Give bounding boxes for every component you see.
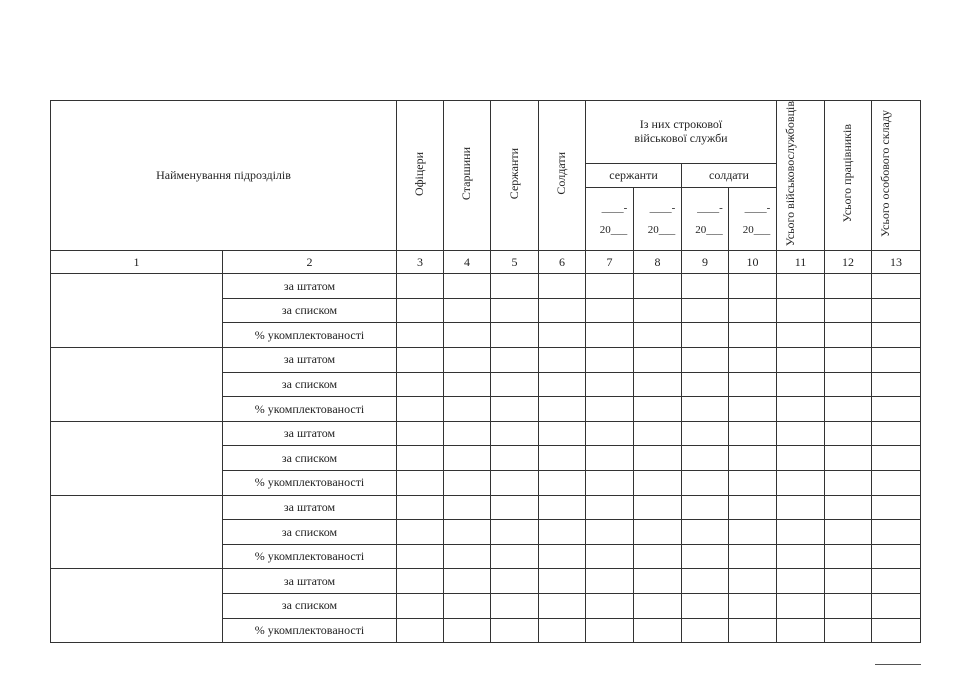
value-cell-col-6[interactable]	[539, 298, 586, 323]
value-cell-col-13[interactable]	[872, 520, 921, 545]
col-num: 5	[491, 251, 539, 274]
value-cell-col-10[interactable]	[729, 618, 777, 643]
value-cell-col-5[interactable]	[491, 520, 539, 545]
value-cell-col-5[interactable]	[491, 544, 539, 569]
value-cell-col-10[interactable]	[729, 495, 777, 520]
header-conscript-soldiers: солдати	[682, 163, 777, 187]
value-cell-col-6[interactable]	[539, 544, 586, 569]
value-cell-col-6[interactable]	[539, 372, 586, 397]
value-cell-col-6[interactable]	[539, 348, 586, 373]
value-cell-col-7[interactable]	[586, 397, 634, 422]
value-cell-col-5[interactable]	[491, 569, 539, 594]
value-cell-col-11[interactable]	[777, 397, 825, 422]
row-label-by-list: за списком	[223, 594, 397, 619]
col-num: 9	[682, 251, 729, 274]
value-cell-col-9[interactable]	[682, 348, 729, 373]
value-cell-col-9[interactable]	[682, 446, 729, 471]
value-cell-col-11[interactable]	[777, 421, 825, 446]
value-cell-col-5[interactable]	[491, 495, 539, 520]
value-cell-col-4[interactable]	[444, 594, 491, 619]
value-cell-col-9[interactable]	[682, 421, 729, 446]
value-cell-col-10[interactable]	[729, 446, 777, 471]
row-label-by-list: за списком	[223, 372, 397, 397]
value-cell-col-5[interactable]	[491, 618, 539, 643]
col-num: 4	[444, 251, 491, 274]
value-cell-col-13[interactable]	[872, 446, 921, 471]
value-cell-col-3[interactable]	[397, 544, 444, 569]
value-cell-col-12[interactable]	[825, 544, 872, 569]
value-cell-col-7[interactable]	[586, 618, 634, 643]
value-cell-col-11[interactable]	[777, 348, 825, 373]
value-cell-col-10[interactable]	[729, 520, 777, 545]
value-cell-col-3[interactable]	[397, 372, 444, 397]
row-label-by-staff: за штатом	[223, 421, 397, 446]
value-cell-col-9[interactable]	[682, 298, 729, 323]
row-label-percent: % укомплектованості	[223, 397, 397, 422]
value-cell-col-11[interactable]	[777, 446, 825, 471]
value-cell-col-7[interactable]	[586, 323, 634, 348]
value-cell-col-12[interactable]	[825, 323, 872, 348]
value-cell-col-9[interactable]	[682, 618, 729, 643]
value-cell-col-10[interactable]	[729, 348, 777, 373]
value-cell-col-4[interactable]	[444, 298, 491, 323]
table-row	[51, 274, 921, 299]
period-cell-8: ____- 20___	[634, 188, 682, 251]
value-cell-col-10[interactable]	[729, 471, 777, 496]
value-cell-col-3[interactable]	[397, 397, 444, 422]
value-cell-col-13[interactable]	[872, 372, 921, 397]
value-cell-col-4[interactable]	[444, 471, 491, 496]
value-cell-col-9[interactable]	[682, 544, 729, 569]
value-cell-col-5[interactable]	[491, 348, 539, 373]
value-cell-col-4[interactable]	[444, 323, 491, 348]
value-cell-col-7[interactable]	[586, 421, 634, 446]
value-cell-col-12[interactable]	[825, 594, 872, 619]
header-unit-name: Найменування підрозділів	[51, 101, 397, 251]
row-label-by-staff: за штатом	[223, 569, 397, 594]
value-cell-col-4[interactable]	[444, 348, 491, 373]
value-cell-col-8[interactable]	[634, 274, 682, 299]
value-cell-col-11[interactable]	[777, 520, 825, 545]
row-label-by-staff: за штатом	[223, 348, 397, 373]
value-cell-col-13[interactable]	[872, 471, 921, 496]
value-cell-col-5[interactable]	[491, 372, 539, 397]
value-cell-col-4[interactable]	[444, 495, 491, 520]
value-cell-col-7[interactable]	[586, 348, 634, 373]
header-sergeants: Сержанти	[491, 101, 539, 251]
value-cell-col-7[interactable]	[586, 298, 634, 323]
unit-name-field[interactable]	[51, 421, 223, 495]
value-cell-col-3[interactable]	[397, 323, 444, 348]
personnel-staffing-table	[50, 100, 921, 643]
value-cell-col-8[interactable]	[634, 569, 682, 594]
value-cell-col-11[interactable]	[777, 569, 825, 594]
unit-name-field[interactable]	[51, 348, 223, 422]
row-label-by-list: за списком	[223, 520, 397, 545]
value-cell-col-4[interactable]	[444, 421, 491, 446]
table-row	[51, 495, 921, 520]
value-cell-col-8[interactable]	[634, 323, 682, 348]
value-cell-col-6[interactable]	[539, 471, 586, 496]
value-cell-col-11[interactable]	[777, 618, 825, 643]
value-cell-col-12[interactable]	[825, 298, 872, 323]
value-cell-col-4[interactable]	[444, 446, 491, 471]
value-cell-col-3[interactable]	[397, 594, 444, 619]
value-cell-col-9[interactable]	[682, 520, 729, 545]
value-cell-col-11[interactable]	[777, 274, 825, 299]
value-cell-col-6[interactable]	[539, 397, 586, 422]
value-cell-col-10[interactable]	[729, 421, 777, 446]
value-cell-col-4[interactable]	[444, 274, 491, 299]
value-cell-col-6[interactable]	[539, 495, 586, 520]
unit-name-field[interactable]	[51, 274, 223, 348]
value-cell-col-4[interactable]	[444, 618, 491, 643]
value-cell-col-8[interactable]	[634, 544, 682, 569]
value-cell-col-3[interactable]	[397, 471, 444, 496]
value-cell-col-5[interactable]	[491, 397, 539, 422]
value-cell-col-8[interactable]	[634, 421, 682, 446]
value-cell-col-12[interactable]	[825, 520, 872, 545]
col-num: 1	[51, 251, 223, 274]
value-cell-col-9[interactable]	[682, 323, 729, 348]
value-cell-col-7[interactable]	[586, 520, 634, 545]
value-cell-col-3[interactable]	[397, 421, 444, 446]
value-cell-col-12[interactable]	[825, 446, 872, 471]
value-cell-col-5[interactable]	[491, 446, 539, 471]
value-cell-col-3[interactable]	[397, 618, 444, 643]
value-cell-col-3[interactable]	[397, 569, 444, 594]
value-cell-col-3[interactable]	[397, 520, 444, 545]
col-num: 7	[586, 251, 634, 274]
header-total-workers: Усього працівників	[825, 101, 872, 251]
value-cell-col-8[interactable]	[634, 446, 682, 471]
unit-groups	[51, 274, 921, 643]
col-num: 8	[634, 251, 682, 274]
value-cell-col-7[interactable]	[586, 471, 634, 496]
table-row	[51, 421, 921, 446]
value-cell-col-13[interactable]	[872, 569, 921, 594]
col-num: 10	[729, 251, 777, 274]
value-cell-col-12[interactable]	[825, 471, 872, 496]
value-cell-col-9[interactable]	[682, 495, 729, 520]
col-num: 12	[825, 251, 872, 274]
header-officers: Офіцери	[397, 101, 444, 251]
value-cell-col-10[interactable]	[729, 569, 777, 594]
value-cell-col-5[interactable]	[491, 421, 539, 446]
value-cell-col-7[interactable]	[586, 495, 634, 520]
value-cell-col-6[interactable]	[539, 618, 586, 643]
period-cell-7: ____- 20___	[586, 188, 634, 251]
value-cell-col-6[interactable]	[539, 421, 586, 446]
value-cell-col-8[interactable]	[634, 618, 682, 643]
value-cell-col-10[interactable]	[729, 298, 777, 323]
value-cell-col-11[interactable]	[777, 495, 825, 520]
value-cell-col-3[interactable]	[397, 446, 444, 471]
value-cell-col-13[interactable]	[872, 495, 921, 520]
header-conscript-sergeants: сержанти	[586, 163, 682, 187]
row-label-by-list: за списком	[223, 298, 397, 323]
row-label-by-staff: за штатом	[223, 274, 397, 299]
value-cell-col-4[interactable]	[444, 544, 491, 569]
value-cell-col-12[interactable]	[825, 495, 872, 520]
value-cell-col-3[interactable]	[397, 298, 444, 323]
value-cell-col-6[interactable]	[539, 569, 586, 594]
table-row	[51, 348, 921, 373]
value-cell-col-8[interactable]	[634, 520, 682, 545]
value-cell-col-12[interactable]	[825, 274, 872, 299]
value-cell-col-5[interactable]	[491, 471, 539, 496]
column-number-row	[51, 251, 921, 274]
signature-line	[875, 664, 921, 665]
value-cell-col-8[interactable]	[634, 372, 682, 397]
col-num: 13	[872, 251, 921, 274]
col-num: 2	[223, 251, 397, 274]
value-cell-col-4[interactable]	[444, 397, 491, 422]
value-cell-col-10[interactable]	[729, 594, 777, 619]
table-row	[51, 569, 921, 594]
col-num: 11	[777, 251, 825, 274]
value-cell-col-13[interactable]	[872, 323, 921, 348]
value-cell-col-11[interactable]	[777, 372, 825, 397]
value-cell-col-5[interactable]	[491, 274, 539, 299]
value-cell-col-13[interactable]	[872, 348, 921, 373]
value-cell-col-9[interactable]	[682, 372, 729, 397]
value-cell-col-8[interactable]	[634, 397, 682, 422]
col-num: 6	[539, 251, 586, 274]
value-cell-col-11[interactable]	[777, 298, 825, 323]
header-soldiers: Солдати	[539, 101, 586, 251]
period-cell-10: ____- 20___	[729, 188, 777, 251]
value-cell-col-11[interactable]	[777, 594, 825, 619]
row-label-percent: % укомплектованості	[223, 544, 397, 569]
header-total-military: Усього військовослужбовців	[777, 101, 825, 251]
value-cell-col-8[interactable]	[634, 298, 682, 323]
value-cell-col-8[interactable]	[634, 471, 682, 496]
value-cell-col-13[interactable]	[872, 397, 921, 422]
value-cell-col-6[interactable]	[539, 520, 586, 545]
value-cell-col-11[interactable]	[777, 471, 825, 496]
value-cell-col-12[interactable]	[825, 372, 872, 397]
value-cell-col-13[interactable]	[872, 421, 921, 446]
value-cell-col-12[interactable]	[825, 348, 872, 373]
value-cell-col-8[interactable]	[634, 348, 682, 373]
row-label-by-list: за списком	[223, 446, 397, 471]
value-cell-col-6[interactable]	[539, 323, 586, 348]
value-cell-col-6[interactable]	[539, 594, 586, 619]
value-cell-col-7[interactable]	[586, 544, 634, 569]
value-cell-col-13[interactable]	[872, 618, 921, 643]
value-cell-col-5[interactable]	[491, 594, 539, 619]
value-cell-col-6[interactable]	[539, 274, 586, 299]
value-cell-col-7[interactable]	[586, 372, 634, 397]
value-cell-col-7[interactable]	[586, 446, 634, 471]
header-conscript-group: Із них строкової військової служби	[586, 101, 777, 164]
value-cell-col-5[interactable]	[491, 298, 539, 323]
value-cell-col-6[interactable]	[539, 446, 586, 471]
unit-name-field[interactable]	[51, 569, 223, 643]
value-cell-col-10[interactable]	[729, 544, 777, 569]
value-cell-col-12[interactable]	[825, 397, 872, 422]
value-cell-col-11[interactable]	[777, 323, 825, 348]
row-label-percent: % укомплектованості	[223, 471, 397, 496]
unit-name-field[interactable]	[51, 495, 223, 569]
value-cell-col-8[interactable]	[634, 594, 682, 619]
value-cell-col-7[interactable]	[586, 274, 634, 299]
value-cell-col-10[interactable]	[729, 372, 777, 397]
value-cell-col-10[interactable]	[729, 397, 777, 422]
value-cell-col-4[interactable]	[444, 520, 491, 545]
value-cell-col-13[interactable]	[872, 298, 921, 323]
value-cell-col-7[interactable]	[586, 569, 634, 594]
value-cell-col-9[interactable]	[682, 569, 729, 594]
header-warrant-officers: Старшини	[444, 101, 491, 251]
value-cell-col-9[interactable]	[682, 471, 729, 496]
value-cell-col-13[interactable]	[872, 274, 921, 299]
value-cell-col-9[interactable]	[682, 397, 729, 422]
col-num: 3	[397, 251, 444, 274]
value-cell-col-10[interactable]	[729, 274, 777, 299]
value-cell-col-3[interactable]	[397, 495, 444, 520]
value-cell-col-12[interactable]	[825, 421, 872, 446]
row-label-percent: % укомплектованості	[223, 618, 397, 643]
value-cell-col-4[interactable]	[444, 569, 491, 594]
header-total-personnel: Усього особового складу	[872, 101, 921, 251]
value-cell-col-9[interactable]	[682, 594, 729, 619]
value-cell-col-11[interactable]	[777, 544, 825, 569]
value-cell-col-12[interactable]	[825, 569, 872, 594]
value-cell-col-8[interactable]	[634, 495, 682, 520]
value-cell-col-9[interactable]	[682, 274, 729, 299]
value-cell-col-12[interactable]	[825, 618, 872, 643]
value-cell-col-5[interactable]	[491, 323, 539, 348]
value-cell-col-7[interactable]	[586, 594, 634, 619]
value-cell-col-3[interactable]	[397, 274, 444, 299]
value-cell-col-3[interactable]	[397, 348, 444, 373]
value-cell-col-13[interactable]	[872, 594, 921, 619]
value-cell-col-13[interactable]	[872, 544, 921, 569]
period-cell-9: ____- 20___	[682, 188, 729, 251]
value-cell-col-10[interactable]	[729, 323, 777, 348]
row-label-by-staff: за штатом	[223, 495, 397, 520]
value-cell-col-4[interactable]	[444, 372, 491, 397]
row-label-percent: % укомплектованості	[223, 323, 397, 348]
